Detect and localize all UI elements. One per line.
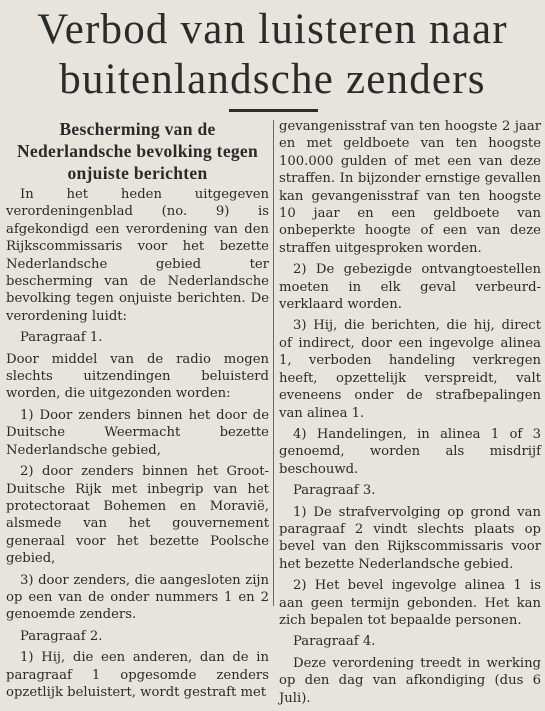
column-divider <box>273 120 274 606</box>
headline-line-2: buitenlandsche zenders <box>59 56 486 103</box>
paragraph: 2) door zenders binnen het Groot-Duitsche Rijk met inbegrip van het protectoraat Bohemen en Moravië, alsmede van het gouvernement generaal voor het bezette Poolsche gebied, <box>6 464 269 567</box>
right-column <box>279 118 541 711</box>
paragraph: In het heden uitgegeven verordeningenblad (no. 9) is afgekondigd een verordening van den Rijkscommissaris voor het bezette Nederlandsche gebied ter bescherming van de Nederlandsche bevolking tegen onjuiste berichten. De verordening luidt: <box>6 187 269 324</box>
paragraph: 2) De gebezigde ontvangtoestellen moeten in elk geval verbeurd-verklaard worden. <box>279 262 541 313</box>
section-label: Paragraaf 1. <box>20 330 103 346</box>
paragraph: gevangenisstraf van ten hoogste 2 jaar en met geldboete van ten hoogste 100.000 gulden of met een van deze straffen. In bijzonder ernstige gevallen kan gevangenisstraf van ten hoogste 10 jaar en een geldboete van onbeperkte hoogte of een van deze straffen uitgesproken worden. <box>279 119 541 256</box>
paragraph: 1) Door zenders binnen het door de Duitsche Weermacht bezette Nederlandsche gebied, <box>6 407 269 458</box>
paragraph: 3) Hij, die berichten, die hij, direct of indirect, door een ingevolge alinea 1, verboden handeling verkregen heeft, opzettelijk verspreidt, valt eveneens onder de strafbepalingen van alinea 1. <box>279 318 541 421</box>
paragraph: 1) Hij, die een anderen, dan de in paragraaf 1 opgesomde zenders opzetlijk beluistert, wordt gestraft met <box>6 650 269 700</box>
headline-rule <box>229 109 318 112</box>
paragraph: 3) door zenders, die aangesloten zijn op een van de onder nummers 1 en 2 genoemde zenders. <box>6 572 269 623</box>
paragraph: 2) Het bevel ingevolge alinea 1 is aan geen termijn gebonden. Het kan zich bepalen tot bepaalde personen. <box>279 578 541 628</box>
section-label: Paragraaf 3. <box>293 483 376 499</box>
paragraph: 1) De strafvervolging op grond van paragraaf 2 vindt slechts plaats op bevel van den Rijkscommissaris voor het bezette Nederlandsche gebied. <box>279 504 541 572</box>
section-label: Paragraaf 4. <box>293 634 376 650</box>
subheading: Bescherming van de Nederlandsche bevolking tegen onjuiste berichten <box>16 119 259 183</box>
paragraph: 4) Handelingen, in alinea 1 of 3 genoemd, worden als misdrijf beschouwd. <box>279 426 541 477</box>
paragraph: Deze verordening treedt in werking op den dag van afkondiging (dus 6 Juli). <box>279 655 541 706</box>
headline-line-1: Verbod van luisteren naar <box>37 6 508 53</box>
left-column <box>6 118 269 705</box>
section-label: Paragraaf 2. <box>20 628 103 644</box>
paragraph: Door middel van de radio mogen slechts uitzendingen beluisterd worden, die uitgezonden worden: <box>6 351 269 402</box>
